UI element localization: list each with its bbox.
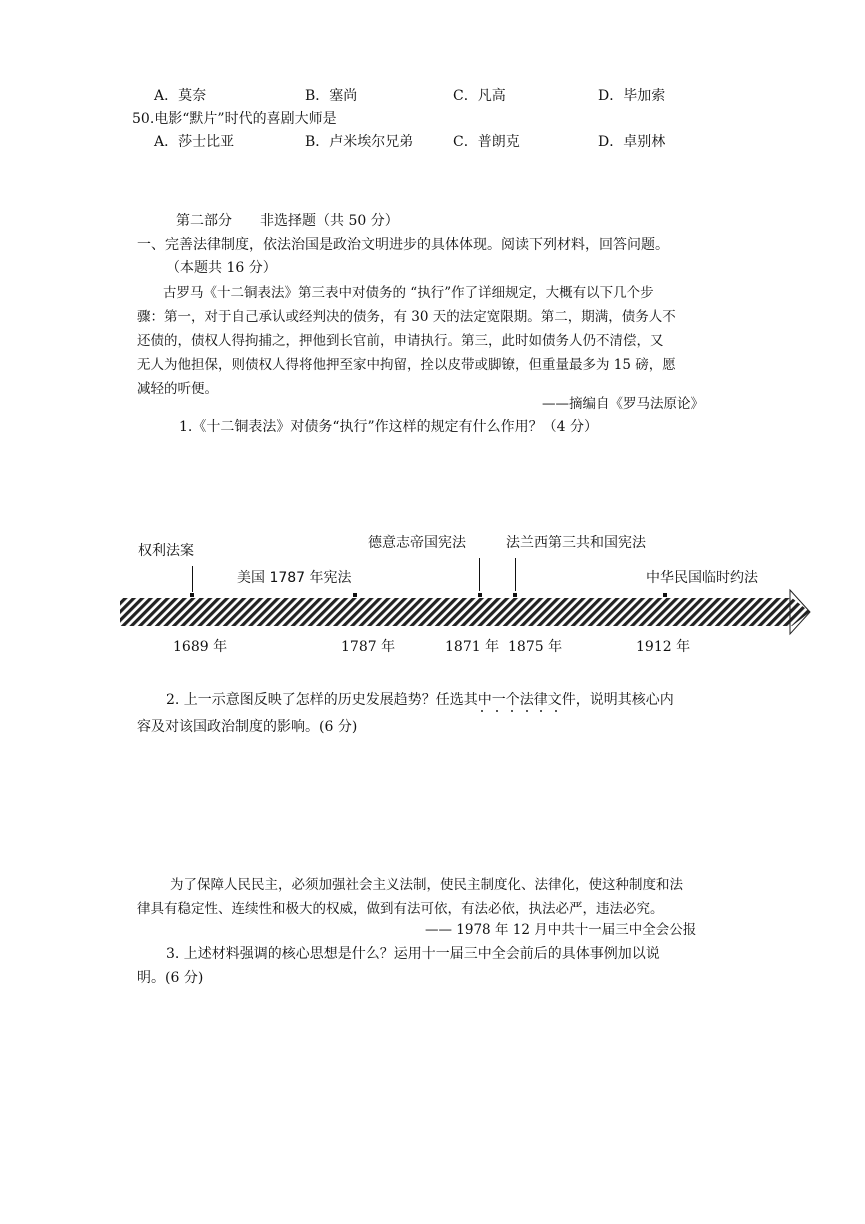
section1-points: （本题共 16 分） [166,260,277,276]
option-c: C．普朗克 [453,134,520,150]
timeline-marker [478,593,482,597]
emphasis-dot [481,710,483,712]
material-line: 无人为他担保，则债权人得将他押至家中拘留，拴以皮带或脚镣，但重量最多为 15 磅，愿 [137,357,676,373]
question-3-line2: 明。(6 分) [137,970,204,986]
question-3-line1: 3. 上述材料强调的核心思想是什么？运用十一届三中全会前后的具体事例加以说 [166,946,660,962]
material-line: 为了保障人民民主，必须加强社会主义法制，使民主制度化、法律化，使这种制度和法 [170,877,683,893]
option-a: A．莫奈 [154,88,207,104]
material-line: 还债的，债权人得拘捕之，押他到长官前，申请执行。第三，此时如债务人仍不清偿，又 [137,333,664,349]
timeline-year: 1875 年 [508,639,563,655]
question-2-line2: 容及对该国政治制度的影响。(6 分) [137,719,358,735]
timeline-year: 1912 年 [636,639,691,655]
option-d: D．毕加索 [598,88,666,104]
timeline-year: 1871 年 [445,639,500,655]
timeline-connector [479,558,480,591]
timeline-marker [663,593,667,597]
material-line: 减轻的听便。 [137,381,218,397]
question-1: 1.《十二铜表法》对债务“执行”作这样的规定有什么作用？（4 分） [179,419,599,435]
material-source: —— 1978 年 12 月中共十一届三中全会公报 [425,922,697,938]
timeline-event-label: 中华民国临时约法 [646,570,758,586]
timeline-event-label: 权利法案 [138,543,194,559]
section1-title: 一、完善法律制度，依法治国是政治文明进步的具体体现。阅读下列材料，回答问题。 [137,237,669,253]
material-line: 律具有稳定性、连续性和极大的权威，做到有法可依，有法必依，执法必严，违法必究。 [137,901,664,917]
option-c: C．凡高 [453,88,506,104]
option-a: A．莎士比亚 [154,134,235,150]
emphasis-dot [526,710,528,712]
emphasis-dot [511,710,513,712]
option-b: B．卢米埃尔兄弟 [305,134,414,150]
timeline-year: 1787 年 [341,639,396,655]
material-line: 骤：第一，对于自己承认或经判决的债务，有 30 天的法定宽限期。第二，期满，债务人不 [137,309,676,325]
emphasis-dot [555,710,557,712]
timeline-connector [192,566,193,592]
timeline-connector [515,558,516,591]
emphasis-dot [540,710,542,712]
question-stem: 50.电影“默片”时代的喜剧大师是 [132,111,337,127]
material-source: ——摘编自《罗马法原论》 [542,396,704,412]
question-2-line1: 2. 上一示意图反映了怎样的历史发展趋势？任选其中一个法律文件，说明其核心内 [166,692,674,708]
timeline-event-label: 德意志帝国宪法 [368,535,466,551]
timeline-year: 1689 年 [173,639,228,655]
part2-heading: 第二部分 非选择题（共 50 分） [176,213,399,229]
option-b: B．塞尚 [305,88,358,104]
timeline-marker [353,593,357,597]
timeline-event-label: 美国 1787 年宪法 [237,570,352,586]
timeline-event-label: 法兰西第三共和国宪法 [506,535,646,551]
timeline-marker [513,593,517,597]
option-d: D．卓别林 [598,134,666,150]
timeline-marker [190,593,194,597]
material-line: 古罗马《十二铜表法》第三表中对债务的 “执行”作了详细规定，大概有以下几个步 [163,285,654,301]
emphasis-dot [496,710,498,712]
